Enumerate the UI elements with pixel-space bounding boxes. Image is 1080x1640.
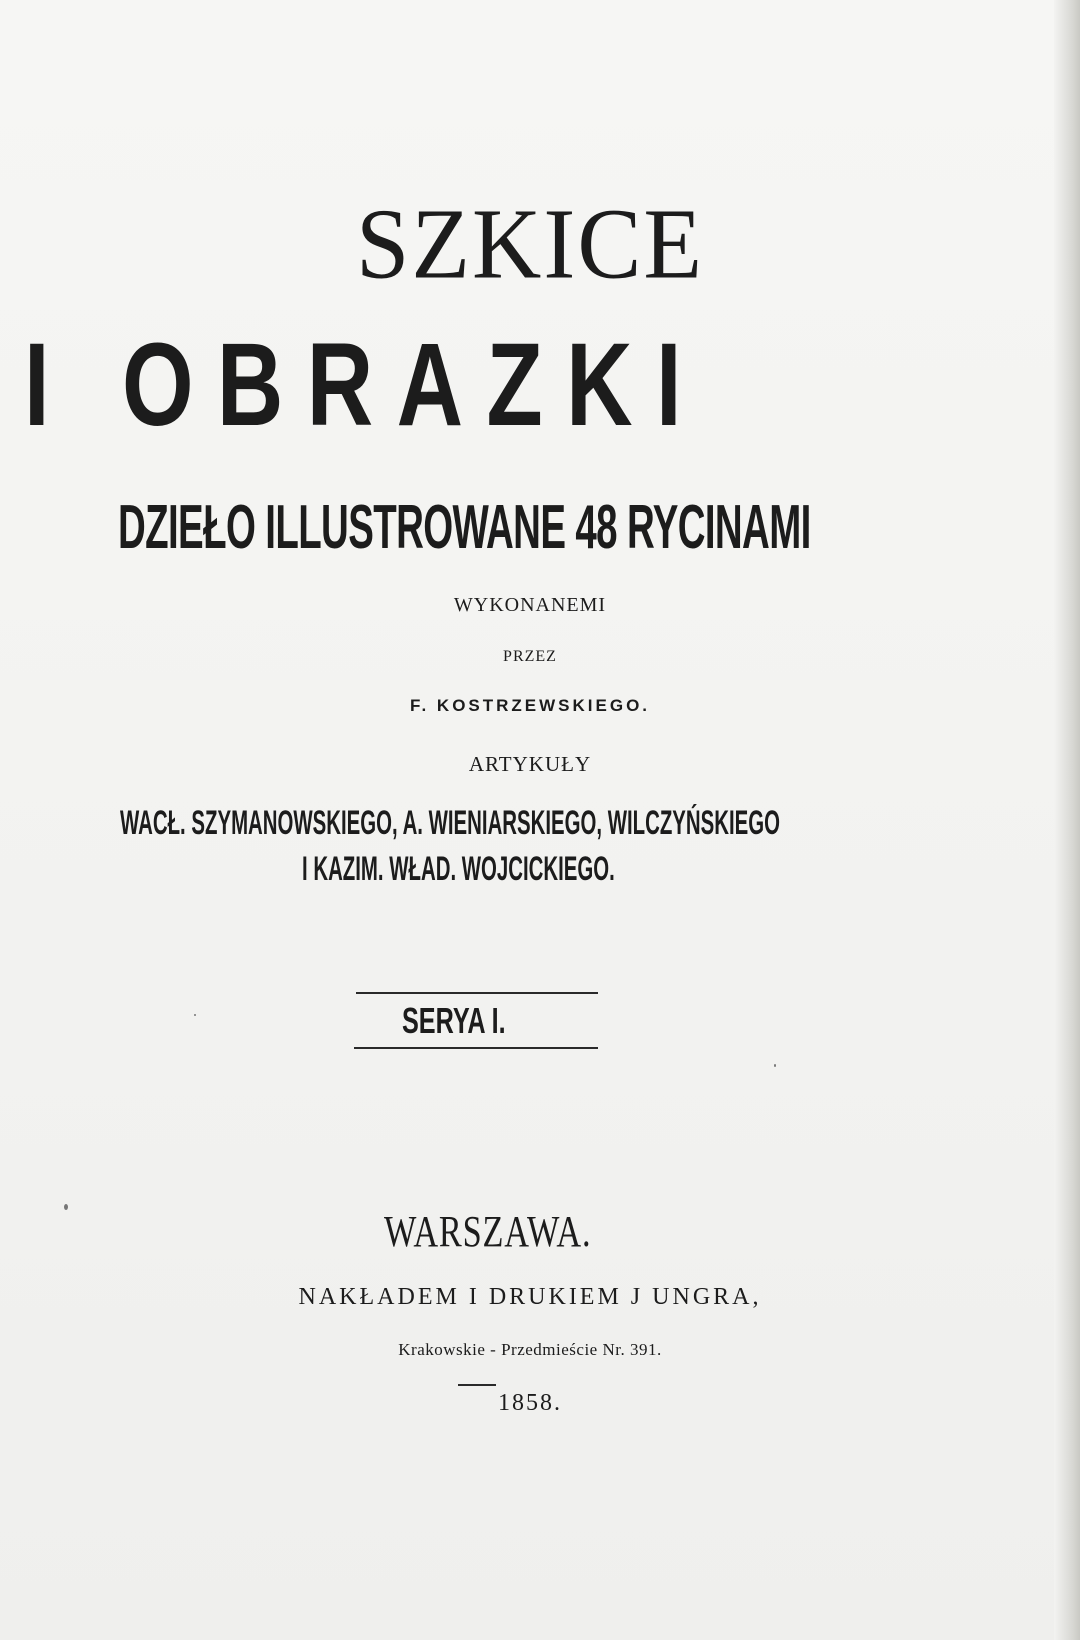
paper-speck [774,1064,776,1067]
title-line-1: SZKICE [356,187,704,300]
authors-line-1: WACŁ. SZYMANOWSKIEGO, A. WIENIARSKIEGO, WILCZYŃSKIEGO [120,804,780,842]
year: 1858. [498,1390,562,1416]
series-label: SERYA I. [402,1000,506,1041]
series-rule-top [356,992,598,994]
city: WARSZAWA. [384,1207,592,1256]
address: Krakowskie - Przedmieście Nr. 391. [398,1340,662,1359]
authors-line-2: I KAZIM. WŁAD. WOJCICKIEGO. [302,850,615,888]
subtitle: DZIEŁO ILLUSTROWANE 48 RYCINAMI [118,493,811,562]
artist-name: F. KOSTRZEWSKIEGO. [409,696,651,715]
articles-line: ARTYKUŁY [468,752,592,776]
paper-speck [64,1204,68,1210]
title-line-2: I OBRAZKI [24,319,706,451]
paper-speck [194,1014,196,1016]
series-rule-bottom [354,1047,598,1049]
year-rule [458,1384,496,1386]
by-line: PRZEZ [503,648,557,665]
publisher: NAKŁADEM I DRUKIEM J UNGRA, [298,1284,762,1310]
executed-line: WYKONANEMI [453,594,607,616]
